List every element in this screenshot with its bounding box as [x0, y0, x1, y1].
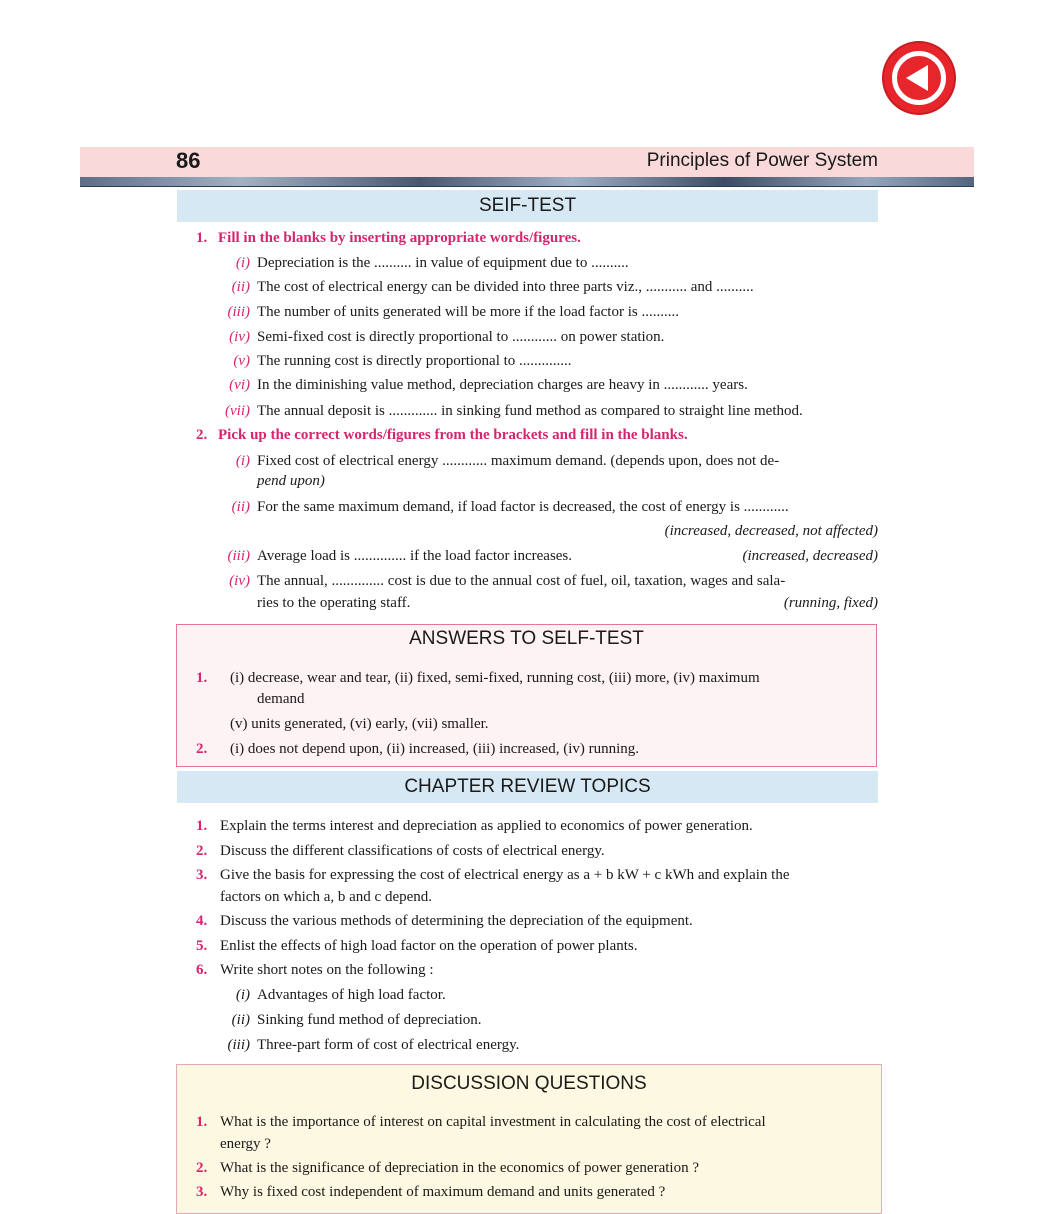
q1-item-text: The running cost is directly proportional to ..............: [257, 353, 572, 369]
review-number: 2.: [196, 843, 208, 859]
answer-1-text-cont: demand: [257, 691, 305, 707]
review-number: 5.: [196, 938, 208, 954]
q2-item-text: The annual, .............. cost is due to the annual cost of fuel, oil, taxation, wages and sala-: [257, 573, 786, 589]
answer-1-number: 1.: [196, 670, 208, 686]
discussion-text: What is the significance of depreciation in the economics of power generation ?: [220, 1160, 699, 1176]
q1-item-label: (iv): [229, 329, 250, 345]
back-button[interactable]: [884, 43, 954, 113]
q1-item-text: In the diminishing value method, depreciation charges are heavy in ............ years.: [257, 377, 748, 393]
review-number: 4.: [196, 913, 208, 929]
review-text: Give the basis for expressing the cost of electrical energy as a + b kW + c kWh and explain the: [220, 867, 790, 883]
q1-item-text: The annual deposit is ............. in sinking fund method as compared to straight line method.: [257, 403, 803, 419]
review-text: Explain the terms interest and depreciation as applied to economics of power generation.: [220, 818, 753, 834]
answer-2-number: 2.: [196, 741, 208, 757]
q1-item-text: The cost of electrical energy can be divided into three parts viz., ........... and ..........: [257, 279, 754, 295]
q2-item-text: Fixed cost of electrical energy ............ maximum demand. (depends upon, does not de-: [257, 453, 780, 469]
discussion-text: Why is fixed cost independent of maximum demand and units generated ?: [220, 1184, 666, 1200]
q2-item-label: (i): [235, 453, 250, 469]
review-text-cont: factors on which a, b and c depend.: [220, 889, 433, 905]
discussion-number: 3.: [196, 1184, 208, 1200]
answer-1-text: (i) decrease, wear and tear, (ii) fixed, semi-fixed, running cost, (iii) more, (iv) maximum: [230, 670, 760, 686]
q1-item-label: (i): [235, 255, 250, 271]
discussion-text: What is the importance of interest on capital investment in calculating the cost of electrical: [220, 1114, 766, 1130]
review-number: 1.: [196, 818, 208, 834]
back-arrow-icon: [884, 43, 954, 113]
q1-item-text: Depreciation is the .......... in value of equipment due to ..........: [257, 255, 629, 271]
q2-item-text-cont: ries to the operating staff.: [257, 595, 411, 611]
q1-item-label: (v): [233, 353, 250, 369]
q1-prompt: Fill in the blanks by inserting appropriate words/figures.: [218, 230, 581, 246]
review-text: Write short notes on the following :: [220, 962, 434, 978]
review-sub-label: (iii): [227, 1037, 250, 1053]
header-stripe: [80, 177, 974, 186]
answer-2-text: (i) does not depend upon, (ii) increased, (iii) increased, (iv) running.: [230, 741, 640, 757]
discussion-number: 1.: [196, 1114, 208, 1130]
review-number: 6.: [196, 962, 208, 978]
review-text: Discuss the different classifications of costs of electrical energy.: [220, 843, 605, 859]
review-text: Enlist the effects of high load factor on the operation of power plants.: [220, 938, 638, 954]
discussion-number: 2.: [196, 1160, 208, 1176]
review-sub-label: (i): [235, 987, 250, 1003]
answer-1-text-cont2: (v) units generated, (vi) early, (vii) smaller.: [230, 716, 489, 732]
q1-item-text: Semi-fixed cost is directly proportional to ............ on power station.: [257, 329, 665, 345]
review-sub-text: Advantages of high load factor.: [257, 987, 446, 1003]
review-number: 3.: [196, 867, 208, 883]
q2-item-text-cont: pend upon): [257, 473, 325, 489]
review-sub-label: (ii): [231, 1012, 250, 1028]
answers-heading: ANSWERS TO SELF-TEST: [409, 628, 644, 649]
q1-item-label: (vi): [229, 377, 250, 393]
q1-item-label: (iii): [227, 304, 250, 320]
q2-item-label: (iii): [227, 548, 250, 564]
header-rule: [80, 186, 974, 187]
chapter-review-heading: CHAPTER REVIEW TOPICS: [177, 771, 878, 803]
q2-item-options: (increased, decreased): [742, 548, 878, 564]
page-number: 86: [176, 148, 201, 173]
q2-item-options: (running, fixed): [783, 595, 878, 611]
q1-item-label: (vii): [225, 403, 250, 419]
q1-item-text: The number of units generated will be more if the load factor is ..........: [257, 304, 679, 320]
q2-item-label: (ii): [231, 499, 250, 515]
q1-item-label: (ii): [231, 279, 250, 295]
q2-item-label: (iv): [229, 573, 250, 589]
book-title: Principles of Power System: [646, 150, 878, 171]
q2-number: 2.: [196, 427, 208, 443]
review-sub-text: Three-part form of cost of electrical energy.: [257, 1037, 520, 1053]
discussion-heading: DISCUSSION QUESTIONS: [411, 1073, 647, 1094]
q2-item-text: For the same maximum demand, if load factor is decreased, the cost of energy is ............: [257, 499, 789, 515]
q2-item-text: Average load is .............. if the load factor increases.: [257, 548, 573, 564]
review-sub-text: Sinking fund method of depreciation.: [257, 1012, 482, 1028]
review-text: Discuss the various methods of determining the depreciation of the equipment.: [220, 913, 693, 929]
q2-prompt: Pick up the correct words/figures from the brackets and fill in the blanks.: [218, 427, 688, 443]
discussion-text-cont: energy ?: [220, 1136, 271, 1152]
q2-item-options: (increased, decreased, not affected): [664, 523, 878, 539]
q1-number: 1.: [196, 230, 208, 246]
page-header: [80, 147, 974, 177]
self-test-heading: SEIF-TEST: [177, 190, 878, 222]
